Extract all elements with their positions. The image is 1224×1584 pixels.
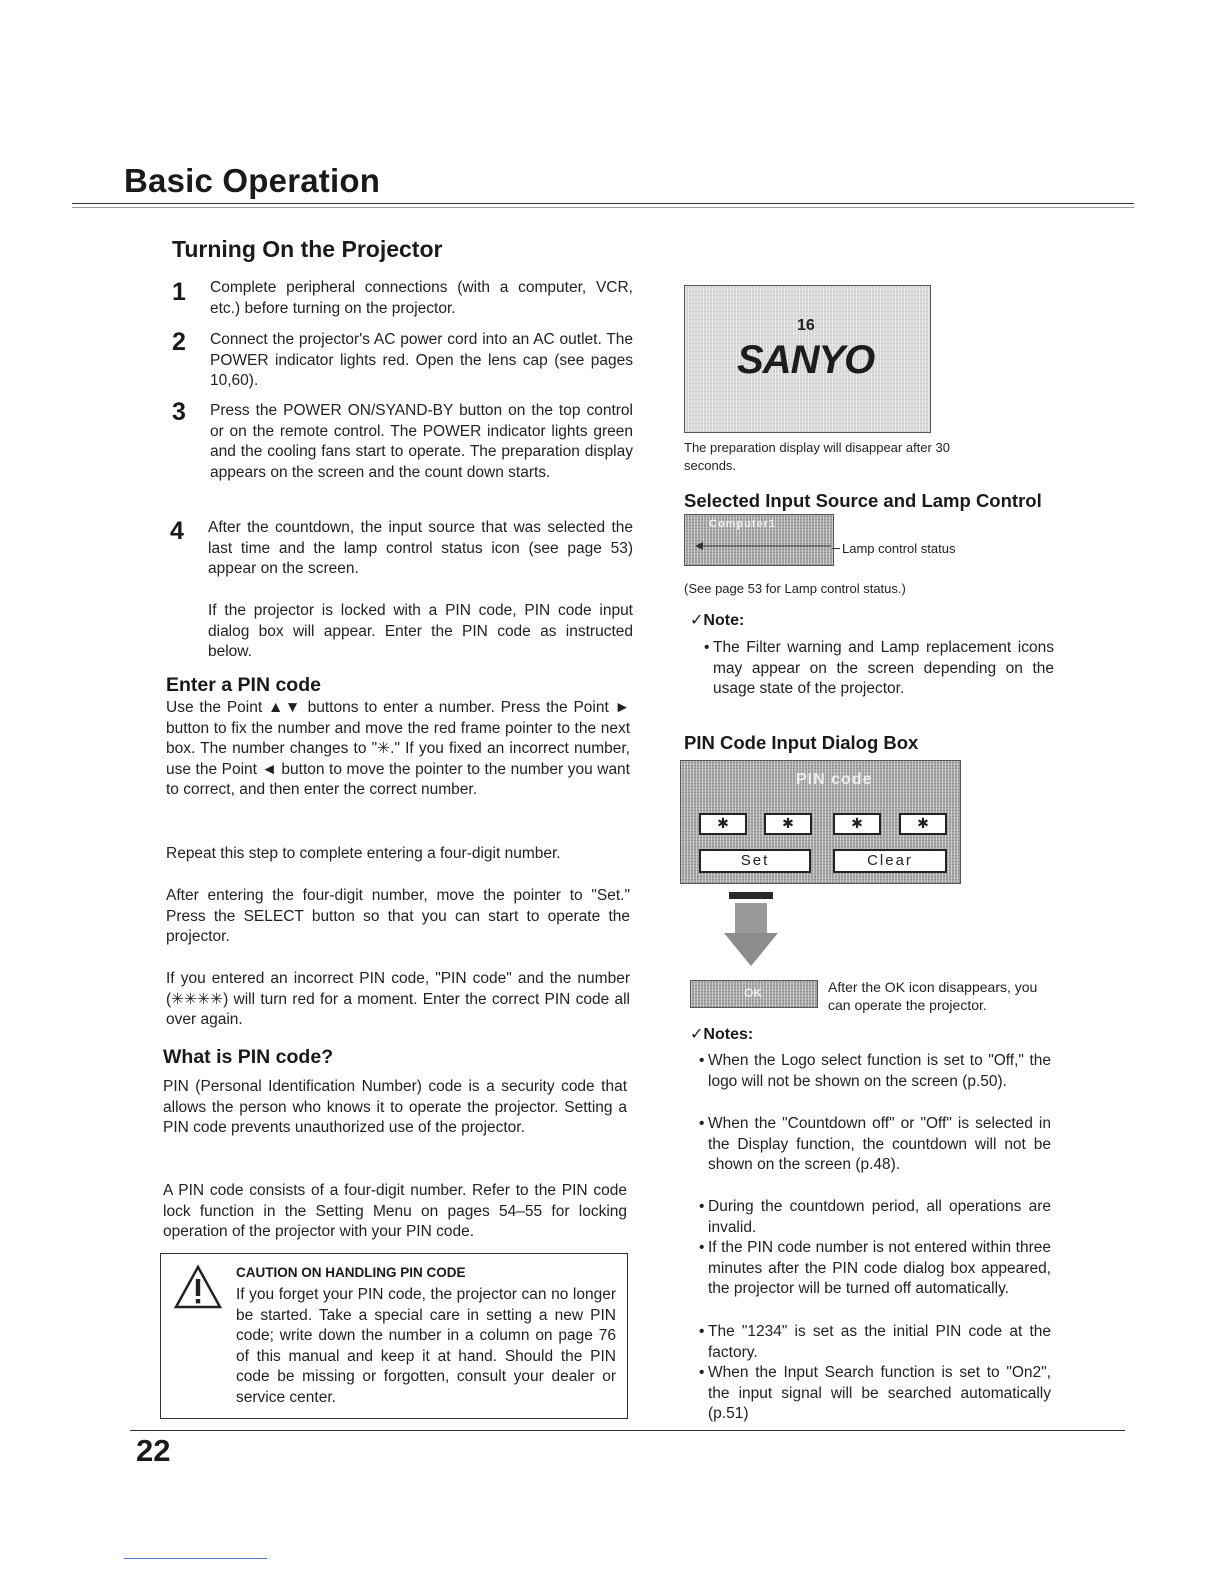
input-source-label: Computer1: [709, 518, 777, 530]
selected-input-title: Selected Input Source and Lamp Control: [684, 490, 1042, 511]
notes-item-text: If the PIN code number is not entered within three minutes after the PIN code dialog box appeared, the projector will be turned off automatically.: [708, 1239, 1051, 1298]
notes-item-1: [699, 1051, 1051, 1092]
lamp-control-label: Lamp control status: [842, 541, 956, 556]
header-rule-secondary: [72, 207, 1134, 208]
notes-item-5: [699, 1322, 1051, 1363]
page-number: 22: [136, 1433, 171, 1468]
pin-digit-box-3[interactable]: ✱: [833, 813, 881, 835]
bullet: •: [699, 1239, 705, 1256]
notes-item-6: [699, 1363, 1051, 1425]
bullet: •: [699, 1198, 705, 1215]
header-rule: [72, 203, 1134, 204]
see-page-note: (See page 53 for Lamp control status.): [684, 581, 906, 596]
note-item-1: [704, 638, 1054, 700]
notes-item-2: [699, 1114, 1051, 1176]
checkmark-icon: ✓: [690, 1026, 704, 1043]
notes-item-3: [699, 1197, 1051, 1238]
down-arrow-icon: [722, 890, 786, 968]
arrow-pointer-icon: [691, 541, 831, 551]
pin-dialog-title: PIN Code Input Dialog Box: [684, 732, 919, 753]
what-is-pin-paragraph-2: A PIN code consists of a four-digit number. Refer to the PIN code lock function in the Setting Menu on pages 54–55 for locking operation of the projector with your PIN code.: [163, 1182, 627, 1241]
bullet: •: [699, 1323, 705, 1340]
notes-item-text: When the "Countdown off" or "Off" is selected in the Display function, the countdown will not be shown on the screen (p.48).: [708, 1115, 1051, 1174]
note-heading: [690, 610, 744, 630]
step-text-1: Complete peripheral connections (with a computer, VCR, etc.) before turning on the projector.: [210, 279, 633, 317]
lamp-pointer-line: [832, 548, 840, 549]
page-title: Basic Operation: [124, 162, 381, 199]
preparation-caption: The preparation display will disappear after 30 seconds.: [684, 440, 950, 473]
step-text-2: Connect the projector's AC power cord into an AC outlet. The POWER indicator lights red. Open the lens cap (see pages 10,60).: [210, 331, 633, 390]
pin-digit-box-1[interactable]: ✱: [699, 813, 747, 835]
pin-dialog-screen: [680, 760, 961, 884]
enter-pin-paragraph-1: Use the Point ▲▼ buttons to enter a number. Press the Point ► button to fix the number and move the red frame pointer to the next box. The number changes to "✳." If you fixed an incorrect number, use the Point ◄ button to move the pointer to the number you want to correct, and then enter the correct number.: [166, 699, 630, 799]
what-is-pin-paragraph-1: PIN (Personal Identification Number) code is a security code that allows the person who knows it to operate the projector. Setting a PIN code prevents unauthorized use of the projector.: [163, 1078, 627, 1137]
footer-link-rule: [124, 1558, 267, 1559]
section-title-turning-on: Turning On the Projector: [172, 236, 443, 262]
step-number-1: 1: [172, 278, 186, 306]
note-title: Note:: [703, 612, 745, 629]
what-is-pin-title: What is PIN code?: [163, 1046, 334, 1068]
countdown-number: 16: [797, 317, 815, 334]
set-button[interactable]: Set: [699, 849, 811, 873]
note-item-text: The Filter warning and Lamp replacement icons may appear on the screen depending on the usage state of the projector.: [713, 639, 1054, 698]
caution-text: If you forget your PIN code, the projector can no longer be started. Take a special care in setting a new PIN code; write down the number in a column on page 76 of this manual and keep it at hand. Should the PIN code be missing or forgotten, consult your dealer or service center.: [236, 1286, 616, 1406]
pin-digit-box-2[interactable]: ✱: [764, 813, 812, 835]
footer-rule: [130, 1430, 1125, 1431]
enter-pin-paragraph-3: After entering the four-digit number, move the pointer to "Set." Press the SELECT button so that you can start to operate the projector.: [166, 887, 630, 946]
step-text-3: Press the POWER ON/SYAND-BY button on the top control or on the remote control. The POWER indicator lights green and the cooling fans start to operate. The preparation display appears on the screen and the count down starts.: [210, 402, 633, 481]
notes-title: Notes:: [703, 1026, 754, 1043]
step-number-3: 3: [172, 398, 186, 426]
pin-digit-box-4[interactable]: ✱: [899, 813, 947, 835]
caution-triangle-icon: [173, 1264, 223, 1310]
bullet: •: [704, 639, 710, 656]
preparation-display-screen: [684, 285, 931, 433]
enter-pin-title: Enter a PIN code: [166, 674, 321, 696]
bullet: •: [699, 1115, 705, 1132]
step-number-4: 4: [170, 517, 184, 545]
caution-box: [160, 1253, 628, 1419]
step-text-4: After the countdown, the input source that was selected the last time and the lamp control status icon (see page 53) appear on the screen.: [208, 519, 633, 578]
notes-item-text: The "1234" is set as the initial PIN code at the factory.: [708, 1323, 1051, 1361]
input-source-display: [684, 514, 834, 566]
bullet: •: [699, 1364, 705, 1381]
pin-locked-text: If the projector is locked with a PIN code, PIN code input dialog box will appear. Enter the PIN code as instructed below.: [208, 602, 633, 661]
enter-pin-paragraph-2: Repeat this step to complete entering a four-digit number.: [166, 845, 561, 862]
notes-item-text: When the Logo select function is set to "Off," the logo will not be shown on the screen (p.50).: [708, 1052, 1051, 1090]
enter-pin-paragraph-4: If you entered an incorrect PIN code, "PIN code" and the number (✳✳✳✳) will turn red for a moment. Enter the correct PIN code all over again.: [166, 970, 630, 1029]
notes-item-text: When the Input Search function is set to "On2", the input signal will be searched automatically (p.51): [708, 1364, 1051, 1423]
bullet: •: [699, 1052, 705, 1069]
notes-item-4: [699, 1238, 1051, 1300]
ok-label: OK: [744, 986, 762, 1000]
pin-dialog-heading: PIN code: [796, 771, 873, 788]
ok-caption: After the OK icon disappears, you can operate the projector.: [828, 979, 1038, 1013]
notes-heading: [690, 1024, 753, 1044]
checkmark-icon: ✓: [690, 612, 704, 629]
notes-item-text: During the countdown period, all operations are invalid.: [708, 1198, 1051, 1236]
ok-icon-display: [690, 980, 818, 1008]
clear-button[interactable]: Clear: [833, 849, 947, 873]
sanyo-logo: SANYO: [737, 338, 875, 382]
step-number-2: 2: [172, 328, 186, 356]
caution-title: CAUTION ON HANDLING PIN CODE: [236, 1265, 466, 1280]
